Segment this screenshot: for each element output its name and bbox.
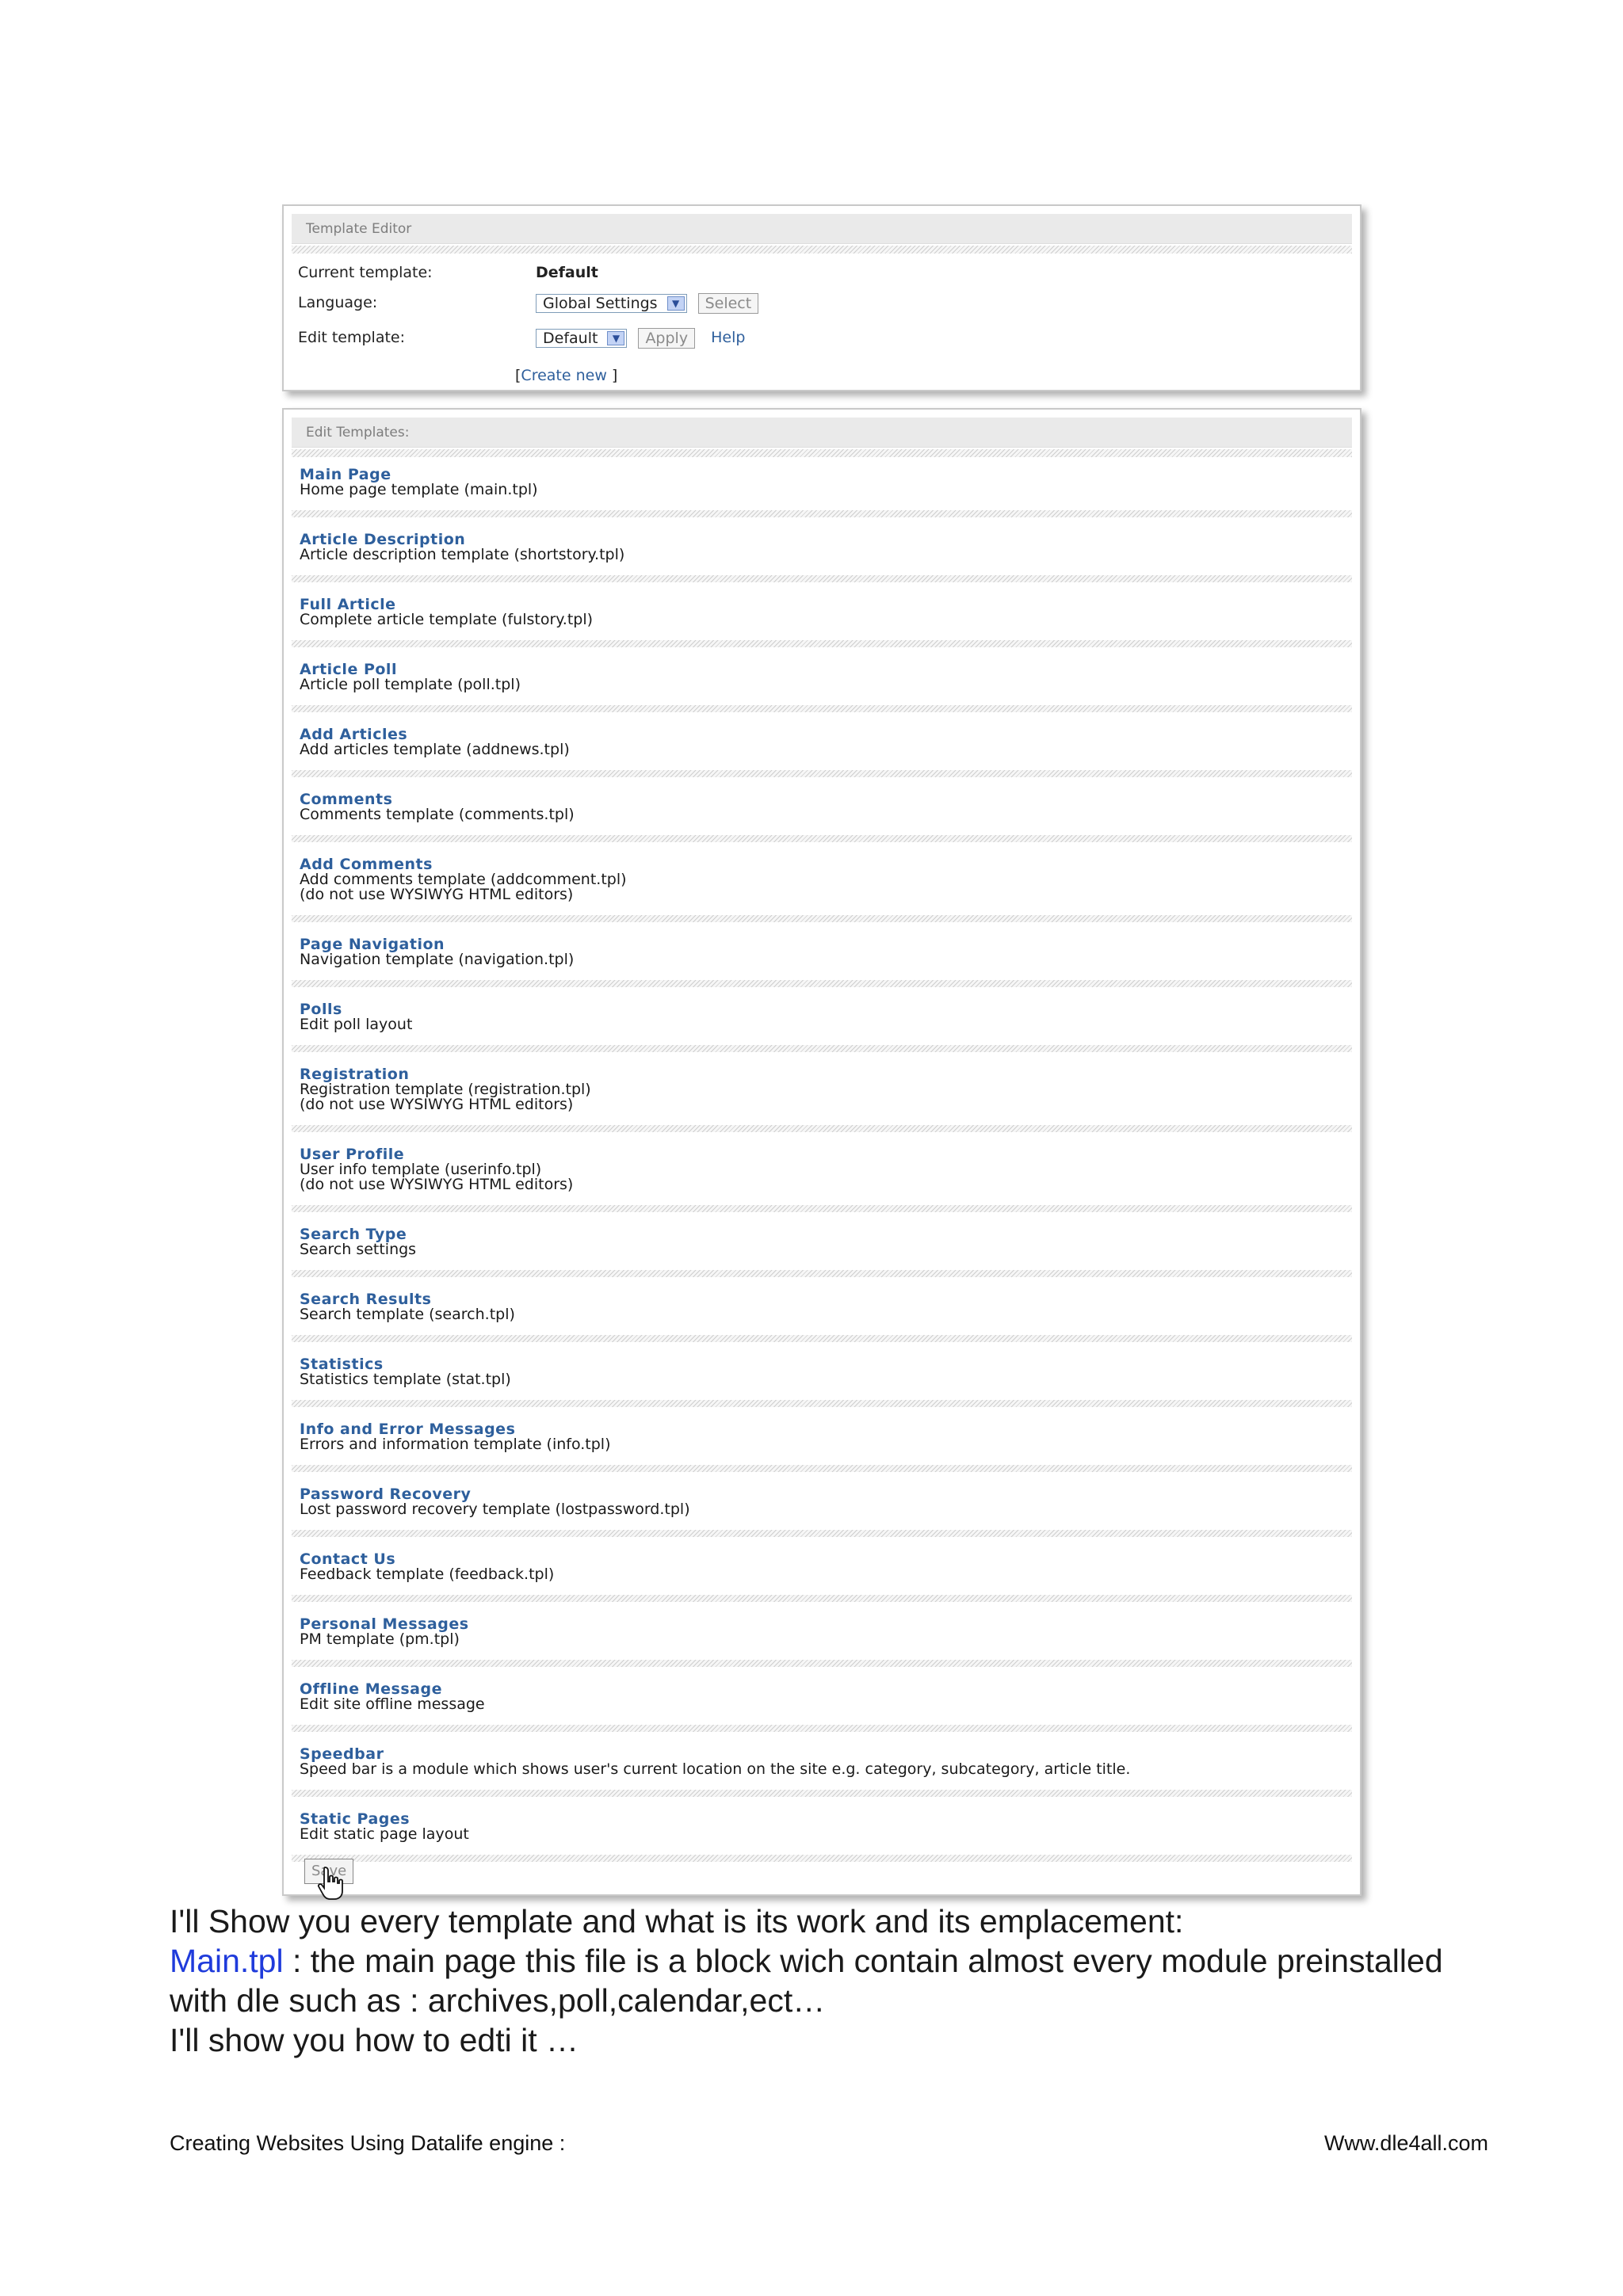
edit-template-controls [536, 326, 853, 349]
template-description: Registration template (registration.tpl) (do not use WYSIWYG HTML editors) [300, 1081, 591, 1113]
template-item [300, 1616, 1352, 1647]
template-item [300, 467, 1352, 498]
main-tpl-link[interactable]: Main.tpl [170, 1943, 284, 1979]
template-title-link[interactable]: Article Poll [300, 661, 397, 678]
template-title-link[interactable]: Search Type [300, 1226, 407, 1243]
template-title-link[interactable]: Password Recovery [300, 1486, 472, 1503]
save-button[interactable]: Save [304, 1859, 353, 1884]
template-item [300, 662, 1352, 692]
divider [292, 1725, 1352, 1732]
template-description: Navigation template (navigation.tpl) [300, 951, 575, 968]
divider [292, 770, 1352, 777]
template-title-link[interactable]: Add Comments [300, 856, 433, 873]
divider [292, 1270, 1352, 1277]
divider [292, 1530, 1352, 1537]
language-select[interactable] [536, 294, 687, 313]
template-title-link[interactable]: Personal Messages [300, 1615, 469, 1633]
divider [292, 1595, 1352, 1602]
template-title-link[interactable]: Static Pages [300, 1810, 411, 1828]
current-template-row [298, 261, 598, 284]
caption-line-4: I'll show you how to edti it … [170, 2022, 579, 2058]
edit-template-label: Edit template: [298, 329, 406, 346]
template-description: Edit poll layout [300, 1016, 413, 1033]
divider [292, 915, 1352, 922]
template-description: Statistics template (stat.tpl) [300, 1371, 511, 1388]
template-title-link[interactable]: Info and Error Messages [300, 1421, 516, 1438]
template-title-link[interactable]: Registration [300, 1066, 410, 1083]
template-item [300, 791, 1352, 822]
divider [292, 640, 1352, 647]
divider [292, 1855, 1352, 1862]
divider [292, 1660, 1352, 1667]
template-description: Home page template (main.tpl) [300, 481, 538, 498]
caption-line-3: with dle such as : archives,poll,calendar,ect… [170, 1982, 826, 2019]
template-description: Search settings [300, 1241, 417, 1258]
bracket-open: [ [515, 367, 521, 384]
caption-line-1: I'll Show you every template and what is its work and its emplacement: [170, 1903, 1184, 1939]
template-description: Lost password recovery template (lostpassword.tpl) [300, 1501, 690, 1518]
panel-title: Template Editor [292, 214, 1352, 244]
template-description: Search template (search.tpl) [300, 1306, 515, 1323]
footer-left: Creating Websites Using Datalife engine : [170, 2131, 566, 2155]
divider [292, 575, 1352, 582]
template-item [300, 1746, 1352, 1777]
template-title-link[interactable]: Add Articles [300, 726, 408, 743]
template-item [300, 1421, 1352, 1452]
divider [292, 980, 1352, 987]
template-item [300, 532, 1352, 563]
bracket-close: ] [611, 367, 618, 384]
template-title-link[interactable]: Full Article [300, 596, 396, 613]
current-template-value: Default [536, 264, 598, 281]
template-title-link[interactable]: Page Navigation [300, 936, 445, 953]
divider [292, 705, 1352, 712]
language-row [298, 292, 752, 314]
template-description: Speed bar is a module which shows user's current location on the site e.g. category, subcategory, article title. [300, 1760, 1131, 1778]
template-description: Complete article template (fulstory.tpl) [300, 611, 594, 628]
template-item [300, 936, 1352, 967]
caption-line-2 [170, 1941, 1517, 1981]
select-button[interactable]: Select [698, 293, 759, 314]
template-title-link[interactable]: Statistics [300, 1356, 384, 1373]
chevron-down-icon: ▼ [667, 296, 685, 311]
template-description: Add articles template (addnews.tpl) [300, 741, 570, 758]
template-description: Comments template (comments.tpl) [300, 806, 575, 823]
template-item [300, 1001, 1352, 1032]
template-title-link[interactable]: Speedbar [300, 1745, 384, 1763]
edit-template-select[interactable] [536, 329, 627, 348]
template-item [300, 727, 1352, 757]
template-item [300, 1486, 1352, 1517]
template-title-link[interactable]: Polls [300, 1001, 342, 1018]
divider [292, 1045, 1352, 1052]
template-editor-panel [282, 204, 1361, 391]
template-item [300, 1066, 1352, 1112]
panel-title: Edit Templates: [292, 418, 1352, 448]
template-item [300, 856, 1352, 902]
template-item [300, 1681, 1352, 1712]
template-description: PM template (pm.tpl) [300, 1630, 460, 1648]
footer-right: Www.dle4all.com [1323, 2131, 1488, 2155]
language-select-value: Global Settings [543, 294, 658, 312]
divider [292, 1125, 1352, 1132]
language-controls [536, 292, 853, 314]
template-title-link[interactable]: Offline Message [300, 1680, 442, 1698]
divider [292, 246, 1352, 254]
template-description: Feedback template (feedback.tpl) [300, 1566, 555, 1583]
caption-line-2-text: : the main page this file is a block wich contain almost every module preinstalled [283, 1943, 1443, 1979]
template-item [300, 1291, 1352, 1322]
divider [292, 1335, 1352, 1342]
template-title-link[interactable]: User Profile [300, 1146, 405, 1163]
template-item [300, 1551, 1352, 1582]
template-item [300, 1356, 1352, 1387]
template-title-link[interactable]: Comments [300, 791, 393, 808]
divider [292, 510, 1352, 517]
template-title-link[interactable]: Contact Us [300, 1550, 396, 1568]
template-item [300, 1146, 1352, 1192]
template-title-link[interactable]: Search Results [300, 1291, 432, 1308]
divider [292, 1790, 1352, 1797]
template-description: Article poll template (poll.tpl) [300, 676, 521, 693]
divider [292, 1465, 1352, 1472]
divider [292, 449, 1352, 457]
current-template-label: Current template: [298, 264, 433, 281]
edit-template-select-value: Default [543, 329, 598, 347]
create-new-link[interactable]: Create new [521, 367, 607, 384]
hand-pointer-icon [317, 1866, 346, 1901]
template-item [300, 1226, 1352, 1257]
template-description: User info template (userinfo.tpl) (do not use WYSIWYG HTML editors) [300, 1161, 574, 1193]
edit-template-row [298, 326, 746, 349]
template-description: Edit site offline message [300, 1695, 485, 1713]
template-description: Errors and information template (info.tpl) [300, 1436, 611, 1453]
help-link[interactable]: Help [711, 329, 746, 346]
divider [292, 835, 1352, 842]
chevron-down-icon: ▼ [607, 331, 624, 345]
divider [292, 1400, 1352, 1407]
template-description: Article description template (shortstory.tpl) [300, 546, 625, 563]
template-description: Add comments template (addcomment.tpl) (do not use WYSIWYG HTML editors) [300, 871, 627, 903]
template-title-link[interactable]: Main Page [300, 466, 391, 483]
edit-templates-panel [282, 408, 1361, 1896]
template-title-link[interactable]: Article Description [300, 531, 466, 548]
template-description: Edit static page layout [300, 1825, 469, 1843]
template-item [300, 1811, 1352, 1842]
apply-button[interactable]: Apply [638, 328, 695, 349]
language-label: Language: [298, 294, 378, 311]
divider [292, 1205, 1352, 1212]
create-new-row [515, 364, 617, 387]
template-item [300, 597, 1352, 627]
